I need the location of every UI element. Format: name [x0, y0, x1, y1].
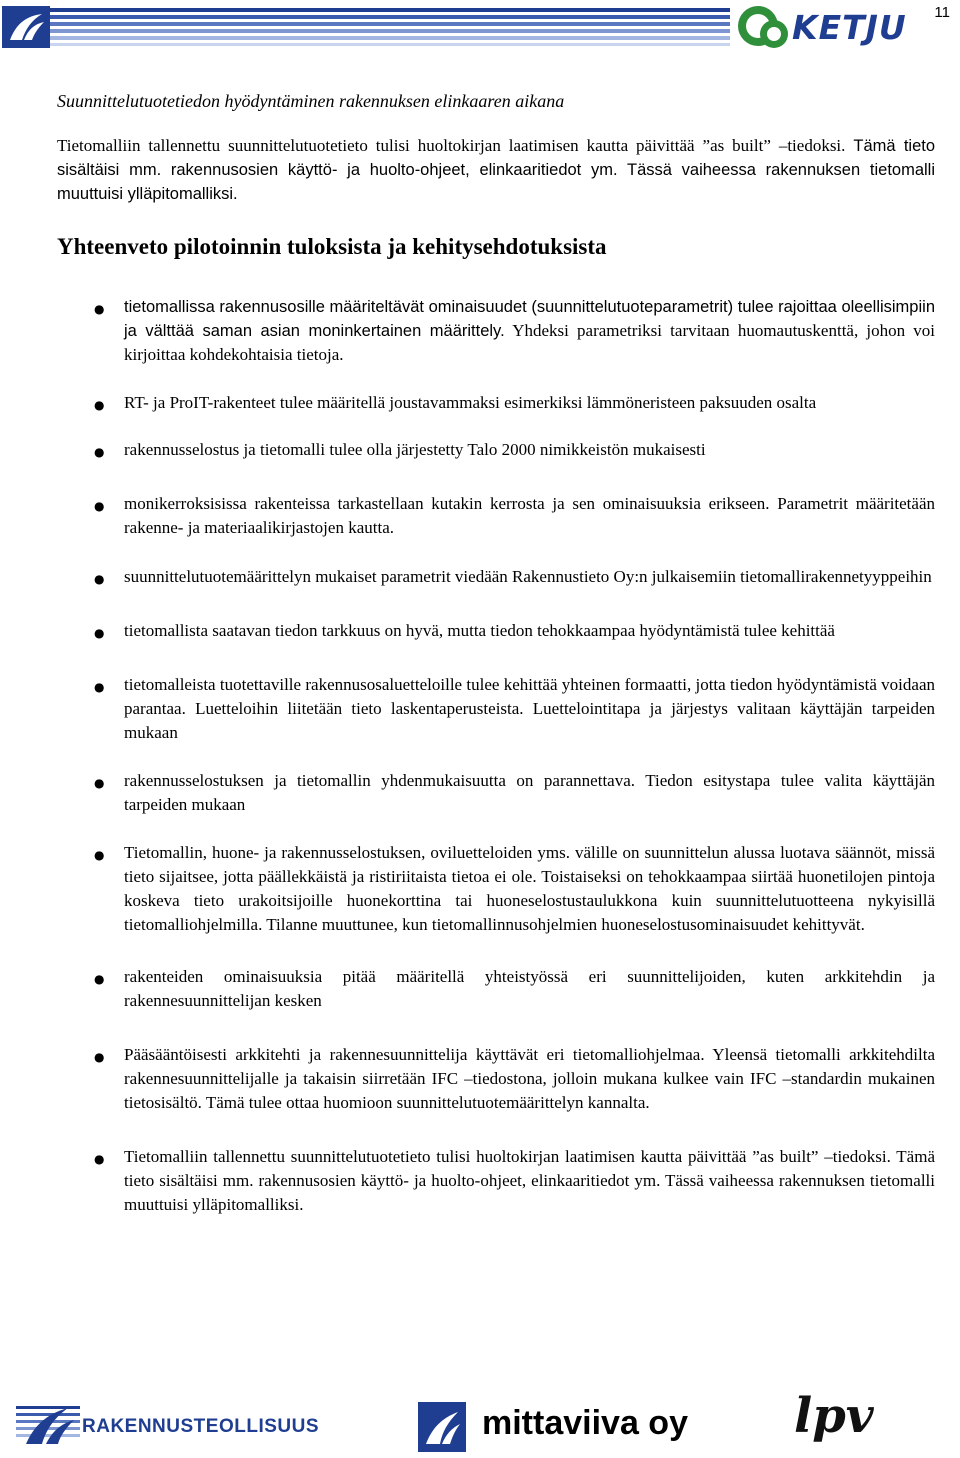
list-item-text: tietomalleista tuotettaville rakennusosaluetteloille tulee kehittää yhteinen formaatti, jotta tiedon hyödyntämistä voidaan parantaa. Luetteloihin liitetään tieto laskentaperusteista. Luettelointitapa ja järjestys valitaan käyttäjän tarpeiden mukaan — [124, 675, 935, 742]
rakennusteollisuus-mark-icon — [2, 6, 50, 48]
section-title: Suunnittelutuotetiedon hyödyntäminen rakennuksen elinkaaren aikana — [57, 91, 565, 111]
mittaviiva-logo-text: mittaviiva oy — [482, 1404, 688, 1442]
list-item — [57, 965, 935, 1013]
list-item-text: tietomallista saatavan tiedon tarkkuus on hyvä, mutta tiedon tehokkaampaa hyödyntämistä tulee kehittää — [124, 621, 835, 640]
bullet-icon: ● — [94, 848, 105, 862]
summary-heading: Yhteenveto pilotoinnin tuloksista ja kehitysehdotuksista — [57, 234, 607, 259]
bullet-icon: ● — [94, 302, 105, 316]
intro-paragraph-serif: Tietomalliin tallennettu suunnittelutuotetieto tulisi huoltokirjan laatimisen kautta päivittää ”as built” –tiedoksi. — [57, 136, 846, 155]
bullet-icon: ● — [94, 680, 105, 694]
rakennusteollisuus-logo-icon — [16, 1402, 80, 1446]
bullet-icon: ● — [94, 445, 105, 459]
list-item — [57, 565, 935, 589]
ketju-logo-text: KETJU — [792, 8, 907, 47]
list-item — [57, 295, 935, 367]
list-item — [57, 769, 935, 817]
bullet-icon: ● — [94, 972, 105, 986]
list-item-text: rakennusselostus ja tietomalli tulee olla järjestetty Talo 2000 nimikkeistön mukaisesti — [124, 440, 706, 459]
list-item-text-extra: Yhdeksi parametriksi tarvitaan huomautuskenttä, johon voi kirjoittaa kohdekohtaisia tietoja. — [124, 321, 935, 364]
page-content — [57, 90, 935, 1217]
page-header — [0, 0, 960, 62]
bullet-icon: ● — [94, 776, 105, 790]
bullet-icon: ● — [94, 572, 105, 586]
mittaviiva-logo-icon — [418, 1402, 466, 1452]
intro-paragraph — [57, 134, 935, 206]
bullet-icon: ● — [94, 1152, 105, 1166]
list-item — [57, 841, 935, 937]
lpv-logo-icon — [790, 1386, 910, 1446]
list-item-text: Tietomalliin tallennettu suunnittelutuotetieto tulisi huoltokirjan laatimisen kautta päivittää ”as built” –tiedoksi. Tämä tieto sisältäisi mm. rakennusosien käyttö- ja huolto-ohjeet, elinkaaritiedot ym. Tässä vaiheessa rakennuksen tietomalli muuttuisi ylläpitomalliksi. — [124, 1147, 935, 1214]
bullet-icon: ● — [94, 398, 105, 412]
page-number: 11 — [934, 4, 950, 21]
list-item-text: rakenteiden ominaisuuksia pitää määritellä yhteistyössä eri suunnittelijoiden, kuten arkkitehdin ja rakennesuunnittelijan kesken — [124, 967, 935, 1010]
list-item — [57, 1145, 935, 1217]
summary-list — [57, 295, 935, 1217]
rakennusteollisuus-logo-text: RAKENNUSTEOLLISUUS — [82, 1416, 320, 1437]
page-footer — [0, 1380, 960, 1458]
list-item — [57, 619, 935, 643]
list-item — [57, 438, 935, 462]
list-item-text: Tietomallin, huone- ja rakennusselostuksen, oviluetteloiden yms. välille on suunnittelun alussa luotava säännöt, missä tieto sijaitsee, jotta päällekkäistä ja ristiriitaista tietoa ei ole. Toistaiseksi on tehokkaampaa siirtää huonetilojen pintoja koskeva tieto urakoitsijoille huonekorttina tai huoneselostustaulukkona kuin suunnittelutuotteena nykyisillä tietomalliohjelmilla. Tilanne muuttunee, kun tietomallinnusohjelmien huoneselostusominaisuudet kehittyvät. — [124, 843, 935, 934]
list-item — [57, 1043, 935, 1115]
list-item — [57, 673, 935, 745]
bullet-icon: ● — [94, 499, 105, 513]
header-stripe-decoration — [50, 6, 730, 46]
list-item-text: RT- ja ProIT-rakenteet tulee määritellä joustavammaksi esimerkiksi lämmöneristeen paksuuden osalta — [124, 393, 817, 412]
list-item-text: suunnittelutuotemäärittelyn mukaiset parametrit viedään Rakennustieto Oy:n julkaisemiin tietomallirakennetyyppeihin — [124, 567, 932, 586]
bullet-icon: ● — [94, 626, 105, 640]
list-item — [57, 492, 935, 540]
list-item-text: Pääsääntöisesti arkkitehti ja rakennesuunnittelija käyttävät eri tietomalliohjelmaa. Yleensä tietomalli arkkitehdilta rakennesuunnittelijalle ja takaisin siirretään IFC –tiedostona, jolloin mukana kulkee vain IFC –standardin mukainen tietosisältö. Tämä tulee ottaa huomioon suunnittelutuotemäärittelyn kannalta. — [124, 1045, 935, 1112]
intro-paragraph-sans: Tämä tieto sisältäisi mm. rakennusosien käyttö- ja huolto-ohjeet, elinkaaritiedot ym. Tässä vaiheessa rakennuksen tietomalli muuttuisi ylläpitomalliksi. — [57, 137, 936, 203]
lpv-logo-text: lpv — [794, 1388, 874, 1444]
bullet-icon: ● — [94, 1050, 105, 1064]
list-item — [57, 391, 935, 415]
list-item-text: monikerroksisissa rakenteissa tarkastellaan kutakin kerrosta ja sen ominaisuuksia erikseen. Parametrit määritetään rakenne- ja materiaalikirjastojen kautta. — [124, 494, 935, 537]
list-item-text: tietomallissa rakennusosille määriteltävät ominaisuudet (suunnittelutuoteparametrit) tulee rajoittaa oleellisimpiin ja välttää saman asian moninkertainen määrittely. — [124, 298, 935, 340]
list-item-text: rakennusselostuksen ja tietomallin yhdenmukaisuutta on parannettava. Tiedon esitystapa tulee valita käyttäjän tarpeiden mukaan — [124, 771, 935, 814]
